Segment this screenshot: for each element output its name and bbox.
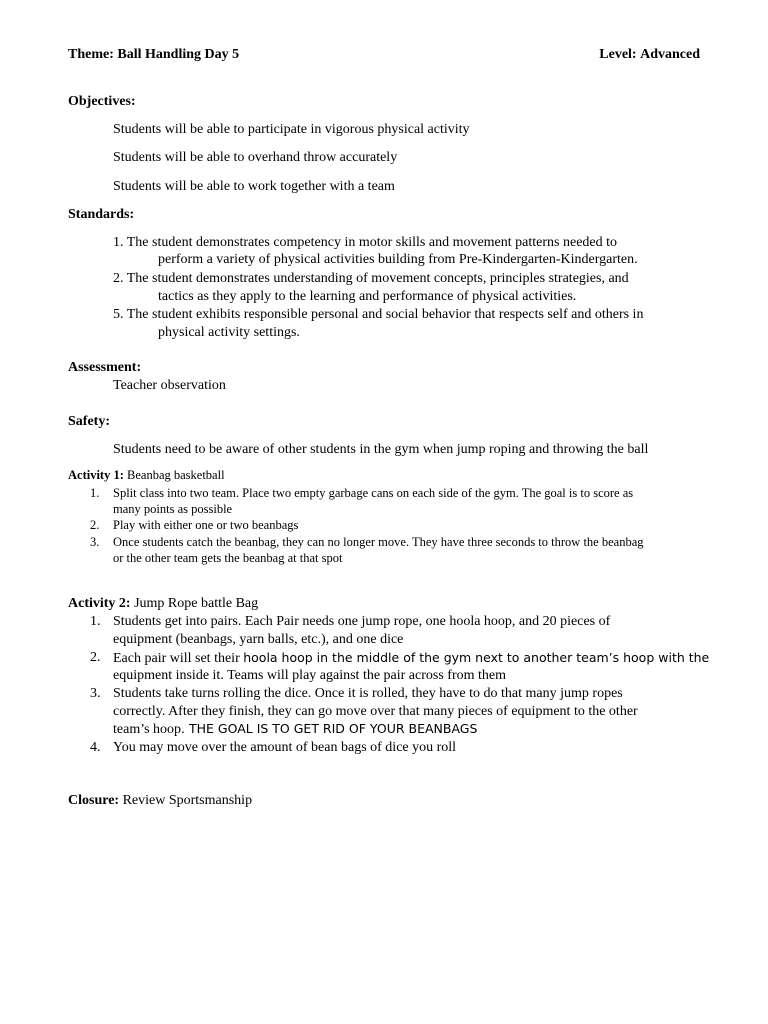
activity-1-label: Activity 1: (68, 468, 124, 482)
assessment-heading: Assessment: (68, 360, 142, 375)
theme-line (68, 47, 239, 63)
objective-item: Students will be able to participate in vigorous physical activity (113, 122, 470, 137)
standard-item-line: tactics as they apply to the learning and performance of physical activities. (158, 289, 577, 304)
activity-1-item-line: or the other team gets the beanbag at that spot (113, 551, 343, 565)
activity-2-item-text: team’s hoop (113, 722, 182, 737)
objective-item: Students will be able to overhand throw accurately (113, 150, 398, 165)
closure-line (68, 793, 252, 809)
activity-2-item-text: hoola hoop in the middle of the gym next to another team’s hoop with the (243, 650, 710, 665)
activity-2-num: 4. (90, 740, 101, 755)
activity-2-item-line (113, 650, 709, 667)
activity-1-num: 1. (90, 486, 100, 500)
activity-2-num: 2. (90, 650, 101, 665)
activity-2-item-line: equipment inside it. Teams will play against the pair across from them (113, 668, 507, 683)
objectives-heading: Objectives: (68, 94, 136, 109)
activity-2-num: 3. (90, 686, 101, 701)
activity-2-title: Jump Rope battle Bag (134, 596, 259, 611)
activity-1-item-line: Play with either one or two beanbags (113, 518, 299, 532)
activity-2-item-line: Students get into pairs. Each Pair needs one jump rope, one hoola hoop, and 20 pieces of (113, 614, 611, 629)
activity-2-item-text: . THE GOAL IS TO GET RID OF YOUR BEANBAGS (181, 721, 478, 736)
activity-1-num: 2. (90, 518, 100, 532)
level-line (599, 47, 700, 63)
activity-1-num: 3. (90, 535, 100, 549)
activity-2-item-line: correctly. After they finish, they can go move over that many pieces of equipment to the other (113, 704, 638, 719)
activity-2-item-line: You may move over the amount of bean bags of dice you roll (113, 740, 457, 755)
activity-1-item-line: Once students catch the beanbag, they can no longer move. They have three seconds to throw the beanbag (113, 535, 644, 549)
activity-2-item-text: Each pair will set their (113, 651, 244, 666)
activity-2-item-line (113, 721, 477, 738)
standard-item-line: 1. The student demonstrates competency in motor skills and movement patterns needed to (113, 235, 618, 250)
standard-item-line: physical activity settings. (158, 325, 300, 340)
standard-item-line: perform a variety of physical activities building from Pre-Kindergarten-Kindergarten. (158, 252, 638, 267)
closure-text: Review Sportsmanship (122, 793, 253, 808)
activity-1-title: Beanbag basketball (127, 468, 225, 482)
safety-heading: Safety: (68, 414, 110, 429)
activity-2-num: 1. (90, 614, 101, 629)
objective-item: Students will be able to work together with a team (113, 179, 395, 194)
activity-1-item-line: Split class into two team. Place two empty garbage cans on each side of the gym. The goal is to score as (113, 486, 634, 500)
activity-2-item-line: equipment (beanbags, yarn balls, etc.), and one dice (113, 632, 404, 647)
activity-2-title-line (68, 596, 258, 612)
standard-item-line: 2. The student demonstrates understanding of movement concepts, principles strategies, and (113, 271, 629, 286)
activity-1-title-line (68, 468, 225, 483)
standards-heading: Standards: (68, 207, 135, 222)
standard-item-line: 5. The student exhibits responsible personal and social behavior that respects self and others in (113, 307, 644, 322)
level-label: Level: (599, 47, 637, 62)
assessment-text: Teacher observation (113, 378, 226, 393)
theme-label: Theme: (68, 47, 114, 62)
safety-text: Students need to be aware of other students in the gym when jump roping and throwing the ball (113, 442, 649, 457)
closure-label: Closure: (68, 793, 120, 808)
activity-2-item-line: Students take turns rolling the dice. Once it is rolled, they have to do that many jump ropes (113, 686, 623, 701)
level-value: Advanced (640, 47, 700, 62)
activity-1-item-line: many points as possible (113, 502, 233, 516)
theme-value: Ball Handling Day 5 (117, 47, 240, 62)
activity-2-label: Activity 2: (68, 596, 131, 611)
